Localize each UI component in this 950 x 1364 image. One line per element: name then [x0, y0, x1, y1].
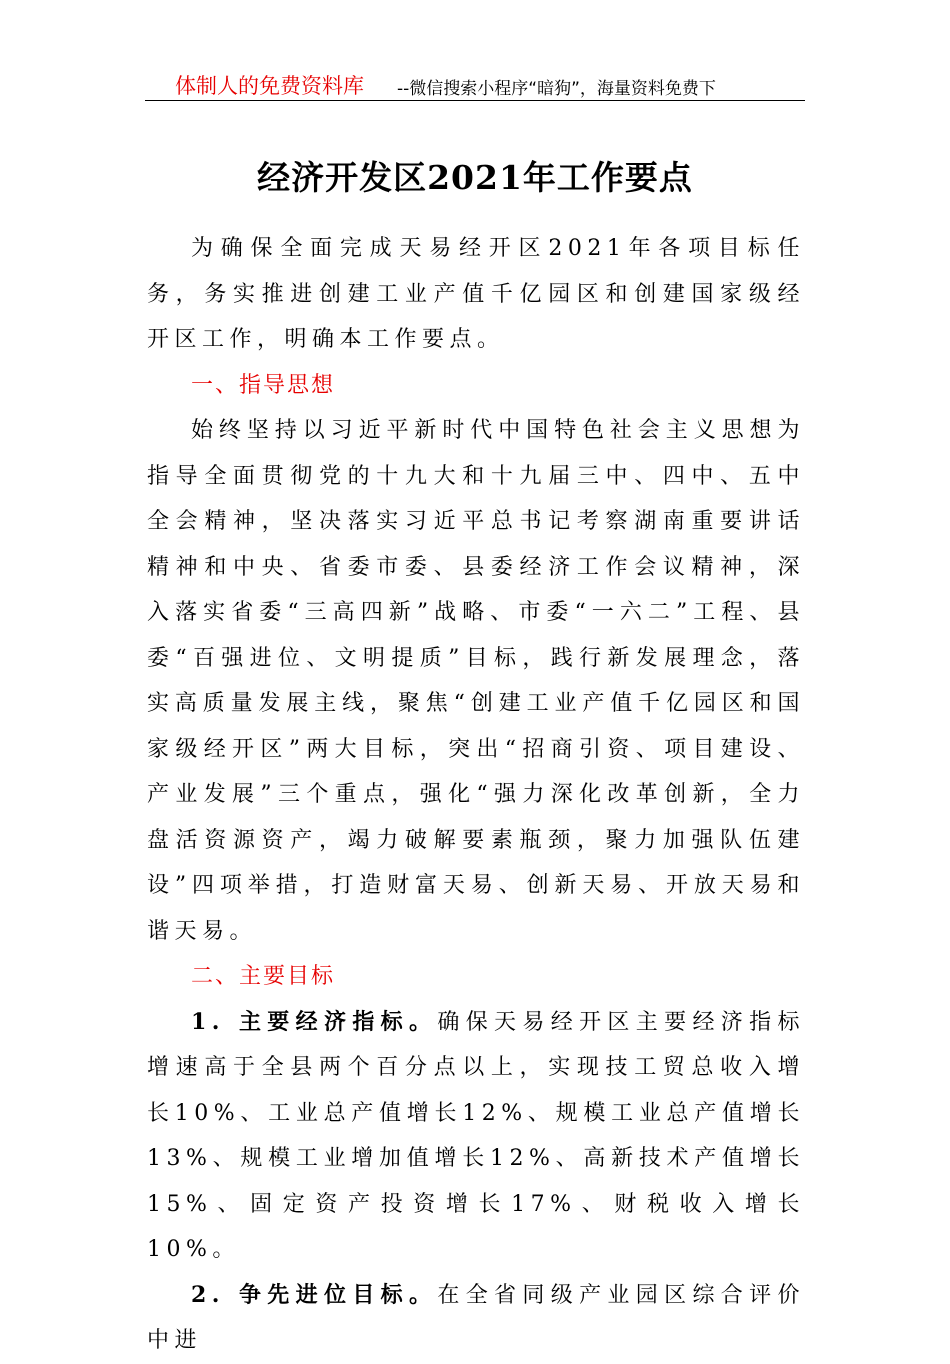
- guiding-ideology-paragraph: 始终坚持以习近平新时代中国特色社会主义思想为指导全面贯彻党的十九大和十九届三中、四中、五中全会精神，坚决落实习近平总书记考察湖南重要讲话精神和中央、省委市委、县委经济工作会议精神，深入落实省委“三高四新”战略、市委“一六二”工程、县委“百强进位、文明提质”目标，践行新发展理念，落实高质量发展主线，聚焦“创建工业产值千亿园区和国家级经开区”两大目标，突出“招商引资、项目建设、产业发展”三个重点，强化“强力深化改革创新，全力盘活资源资产，竭力破解要素瓶颈，聚力加强队伍建设”四项举措，打造财富天易、创新天易、开放天易和谐天易。: [147, 418, 805, 944]
- page-header: [145, 70, 805, 101]
- goal-item-label: 1. 主要经济指标。: [191, 1008, 438, 1035]
- header-brand: 体制人的免费资料库: [175, 74, 364, 98]
- header-subtitle: --微信搜索小程序“暗狗”，海量资料免费下: [397, 79, 716, 99]
- goal-item-text: 在全省同级产业园区综合评价中进: [147, 1282, 805, 1353]
- section-heading-guiding-ideology: 一、指导思想: [191, 372, 336, 398]
- goal-item-ranking: [147, 1273, 805, 1364]
- goal-item-label: 2. 争先进位目标。: [191, 1281, 438, 1308]
- intro-paragraph: 为确保全面完成天易经开区2021年各项目标任务，务实推进创建工业产值千亿园区和创建国家级经开区工作，明确本工作要点。: [147, 236, 805, 352]
- goal-item-economic-indicators: [147, 1000, 805, 1273]
- goal-item-text: 确保天易经开区主要经济指标增速高于全县两个百分点以上，实现技工贸总收入增长10%、工业总产值增长12%、规模工业总产值增长13%、规模工业增加值增长12%、高新技术产值增长15%、固定资产投资增长17%、财税收入增长10%。: [147, 1009, 805, 1262]
- document-title: 经济开发区2021年工作要点: [257, 158, 693, 197]
- document-body: [147, 226, 805, 1364]
- section-heading-main-goals: 二、主要目标: [191, 964, 336, 989]
